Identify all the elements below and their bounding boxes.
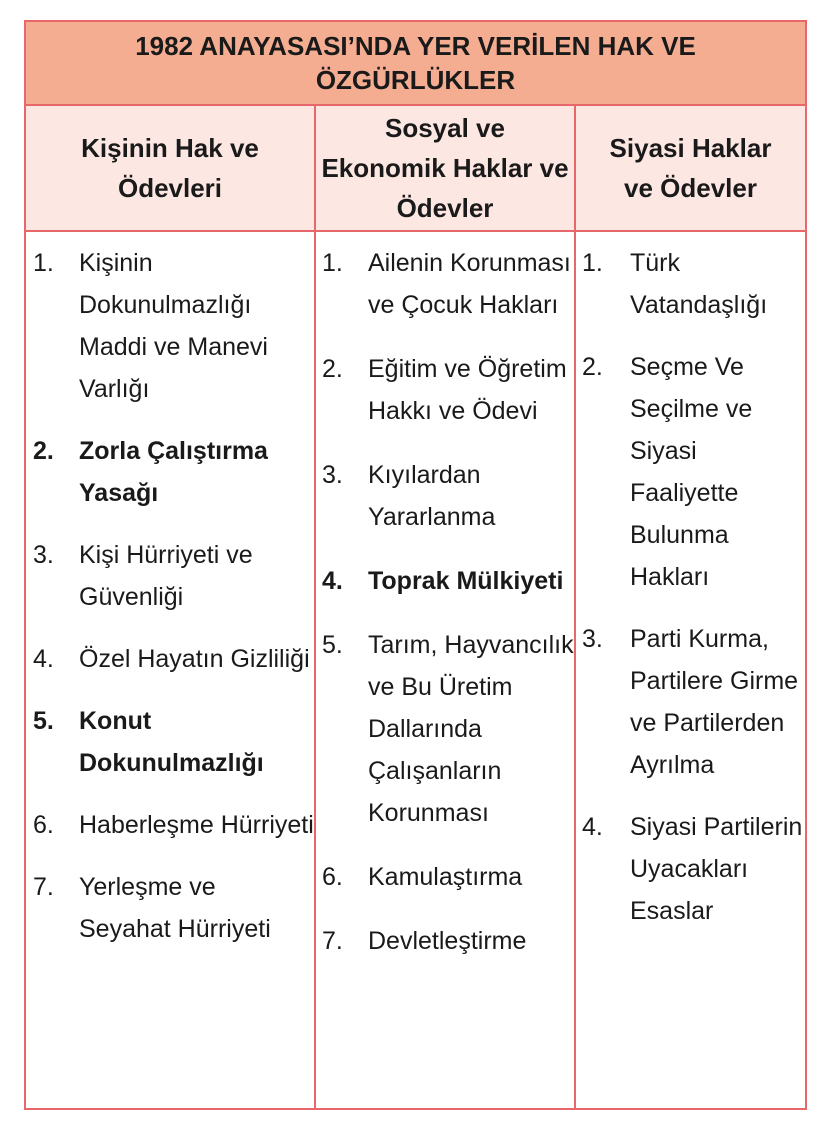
list-item <box>33 700 314 784</box>
list-item <box>322 242 574 326</box>
list-item <box>582 242 805 326</box>
item-text: Kamulaştırma <box>368 863 523 891</box>
list-item <box>33 866 314 950</box>
item-text: Kişi Hürriyeti ve Güvenliği <box>79 541 253 611</box>
item-number: 4. <box>33 645 54 673</box>
item-text: Seçme Ve Seçilme ve Siyasi Faaliyette Bulunma Hakları <box>630 353 753 591</box>
item-text: Siyasi Partilerin Uyacakları Esaslar <box>630 813 803 925</box>
item-text: Parti Kurma, Partilere Girme ve Partilerden Ayrılma <box>630 625 799 779</box>
item-text: Yerleşme ve Seyahat Hürriyeti <box>79 873 271 943</box>
item-number: 6. <box>33 811 54 839</box>
table-title: 1982 ANAYASASI’NDA YER VERİLEN HAK VE ÖZGÜRLÜKLER <box>26 22 805 106</box>
item-text: Ailenin Korunması ve Çocuk Hakları <box>368 249 571 319</box>
item-number: 1. <box>33 249 54 277</box>
list-item <box>322 856 574 898</box>
list-item <box>33 638 314 680</box>
list-item <box>322 920 574 962</box>
item-number: 2. <box>582 353 603 381</box>
list-political-rights <box>576 232 805 932</box>
item-text: Haberleşme Hürriyeti <box>79 811 314 839</box>
item-number: 3. <box>322 461 343 489</box>
list-item <box>322 560 574 602</box>
column-header-political-rights: Siyasi Haklar ve Ödevler <box>574 106 805 232</box>
item-text: Toprak Mülkiyeti <box>368 567 564 595</box>
item-text: Devletleştirme <box>368 927 527 955</box>
item-number: 2. <box>322 355 343 383</box>
item-text: Eğitim ve Öğretim Hakkı ve Ödevi <box>368 355 567 425</box>
list-social-economic-rights <box>316 232 574 962</box>
item-number: 1. <box>582 249 603 277</box>
column-header-social-economic-rights: Sosyal ve Ekonomik Haklar ve Ödevler <box>314 106 574 232</box>
item-text: Kişinin Dokunulmazlığı Maddi ve Manevi Varlığı <box>79 249 268 403</box>
item-number: 4. <box>582 813 603 841</box>
item-number: 3. <box>582 625 603 653</box>
column-political-rights <box>574 232 805 1108</box>
column-social-economic-rights <box>314 232 574 1108</box>
item-number: 5. <box>322 631 343 659</box>
item-number: 2. <box>33 437 54 465</box>
rights-table <box>24 20 807 1110</box>
column-header-personal-rights: Kişinin Hak ve Ödevleri <box>26 106 314 232</box>
item-text: Zorla Çalıştırma Yasağı <box>79 437 268 507</box>
list-item <box>582 618 805 786</box>
item-text: Tarım, Hayvancılık ve Bu Üretim Dallarında Çalışanların Korunması <box>368 631 574 827</box>
list-item <box>33 242 314 410</box>
item-number: 4. <box>322 567 343 595</box>
list-item <box>582 806 805 932</box>
list-item <box>33 534 314 618</box>
list-item <box>322 624 574 834</box>
list-item <box>33 430 314 514</box>
list-item <box>582 346 805 598</box>
item-text: Özel Hayatın Gizliliği <box>79 645 310 673</box>
item-number: 6. <box>322 863 343 891</box>
item-text: Konut Dokunulmazlığı <box>79 707 264 777</box>
item-number: 3. <box>33 541 54 569</box>
item-number: 1. <box>322 249 343 277</box>
list-item <box>322 454 574 538</box>
item-number: 5. <box>33 707 54 735</box>
item-text: Kıyılardan Yararlanma <box>368 461 496 531</box>
item-number: 7. <box>322 927 343 955</box>
list-personal-rights <box>26 232 314 950</box>
column-personal-rights <box>26 232 314 1108</box>
item-text: Türk Vatandaşlığı <box>630 249 768 319</box>
list-item <box>322 348 574 432</box>
list-item <box>33 804 314 846</box>
item-number: 7. <box>33 873 54 901</box>
